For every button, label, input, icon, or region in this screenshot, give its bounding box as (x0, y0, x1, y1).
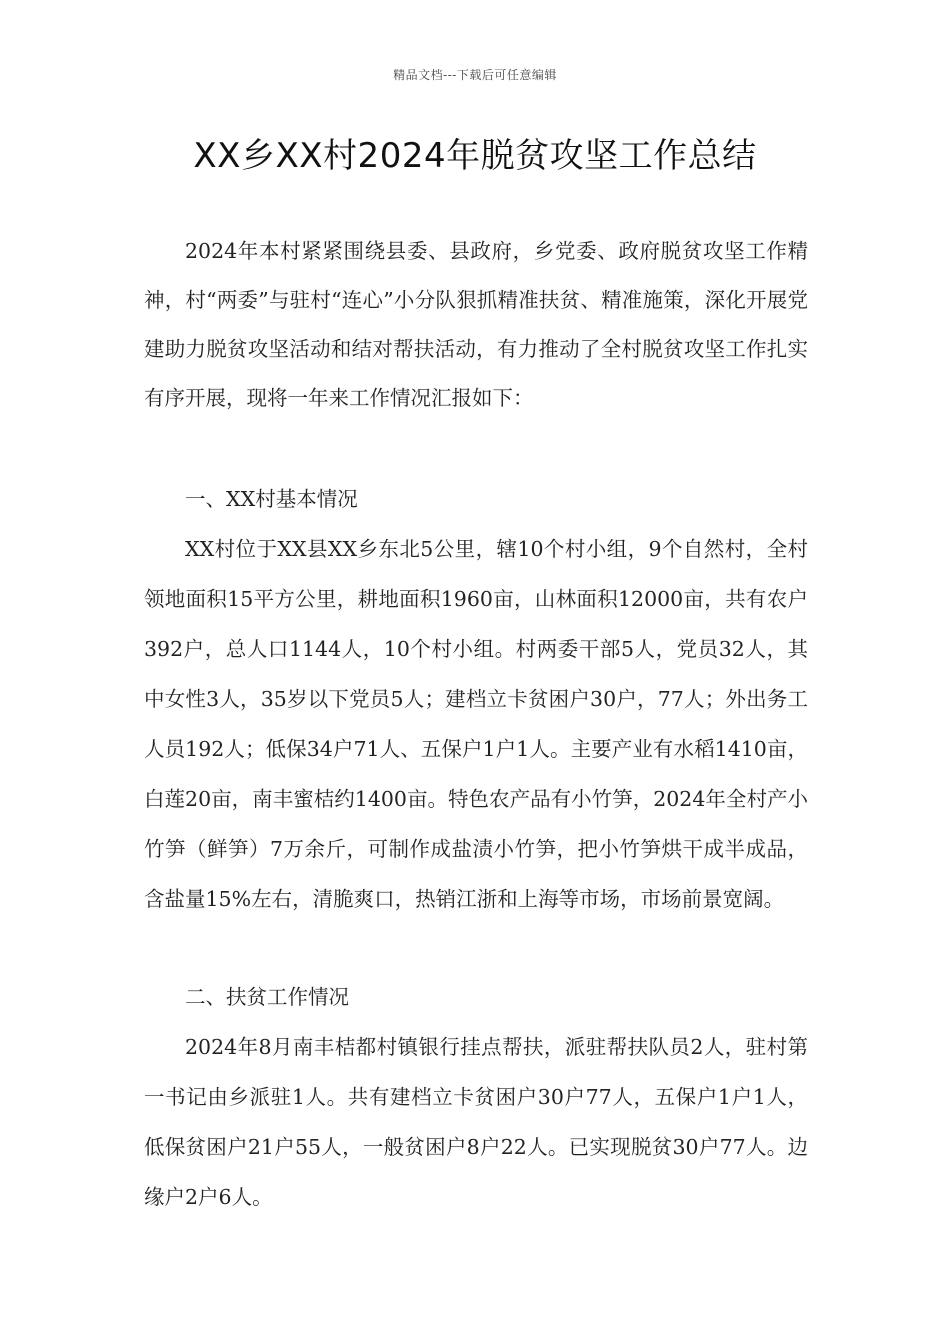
section-heading-poverty-work: 二、扶贫工作情况 (185, 985, 349, 1009)
section-heading-basic-info: 一、XX村基本情况 (185, 487, 358, 511)
header-note: 精品文档---下载后可任意编辑 (393, 68, 557, 82)
section-body-basic-info: XX村位于XX县XX乡东北5公里，辖10个村小组，9个自然村，全村领地面积15平方公里，耕地面积1960亩，山林面积12000亩，共有农户392户，总人口1144人，10个村小组。村两委干部5人，党员32人，其中女性3人，35岁以下党员5人；建档立卡贫困户30户，77人；外出务工人员192人；低保34户71人、五保户1户1人。主要产业有水稻1410亩，白莲20亩，南丰蜜桔约1400亩。特色农产品有小竹笋，2024年全村产小竹笋（鲜笋）7万余斤，可制作成盐渍小竹笋，把小竹笋烘干成半成品，含盐量15%左右，清脆爽口，热销江浙和上海等市场，市场前景宽阔。 (144, 537, 808, 911)
document-title: XX乡XX村2024年脱贫攻坚工作总结 (193, 136, 757, 176)
section-body-poverty-work: 2024年8月南丰桔都村镇银行挂点帮扶，派驻帮扶队员2人，驻村第一书记由乡派驻1人。共有建档立卡贫困户30户77人，五保户1户1人，低保贫困户21户55人，一般贫困户8户22人。已实现脱贫30户77人。边缘户2户6人。 (144, 1035, 808, 1209)
intro-paragraph: 2024年本村紧紧围绕县委、县政府，乡党委、政府脱贫攻坚工作精神，村“两委”与驻村“连心”小分队狠抓精准扶贫、精准施策，深化开展党建助力脱贫攻坚活动和结对帮扶活动，有力推动了全村脱贫攻坚工作扎实有序开展，现将一年来工作情况汇报如下： (144, 239, 808, 410)
